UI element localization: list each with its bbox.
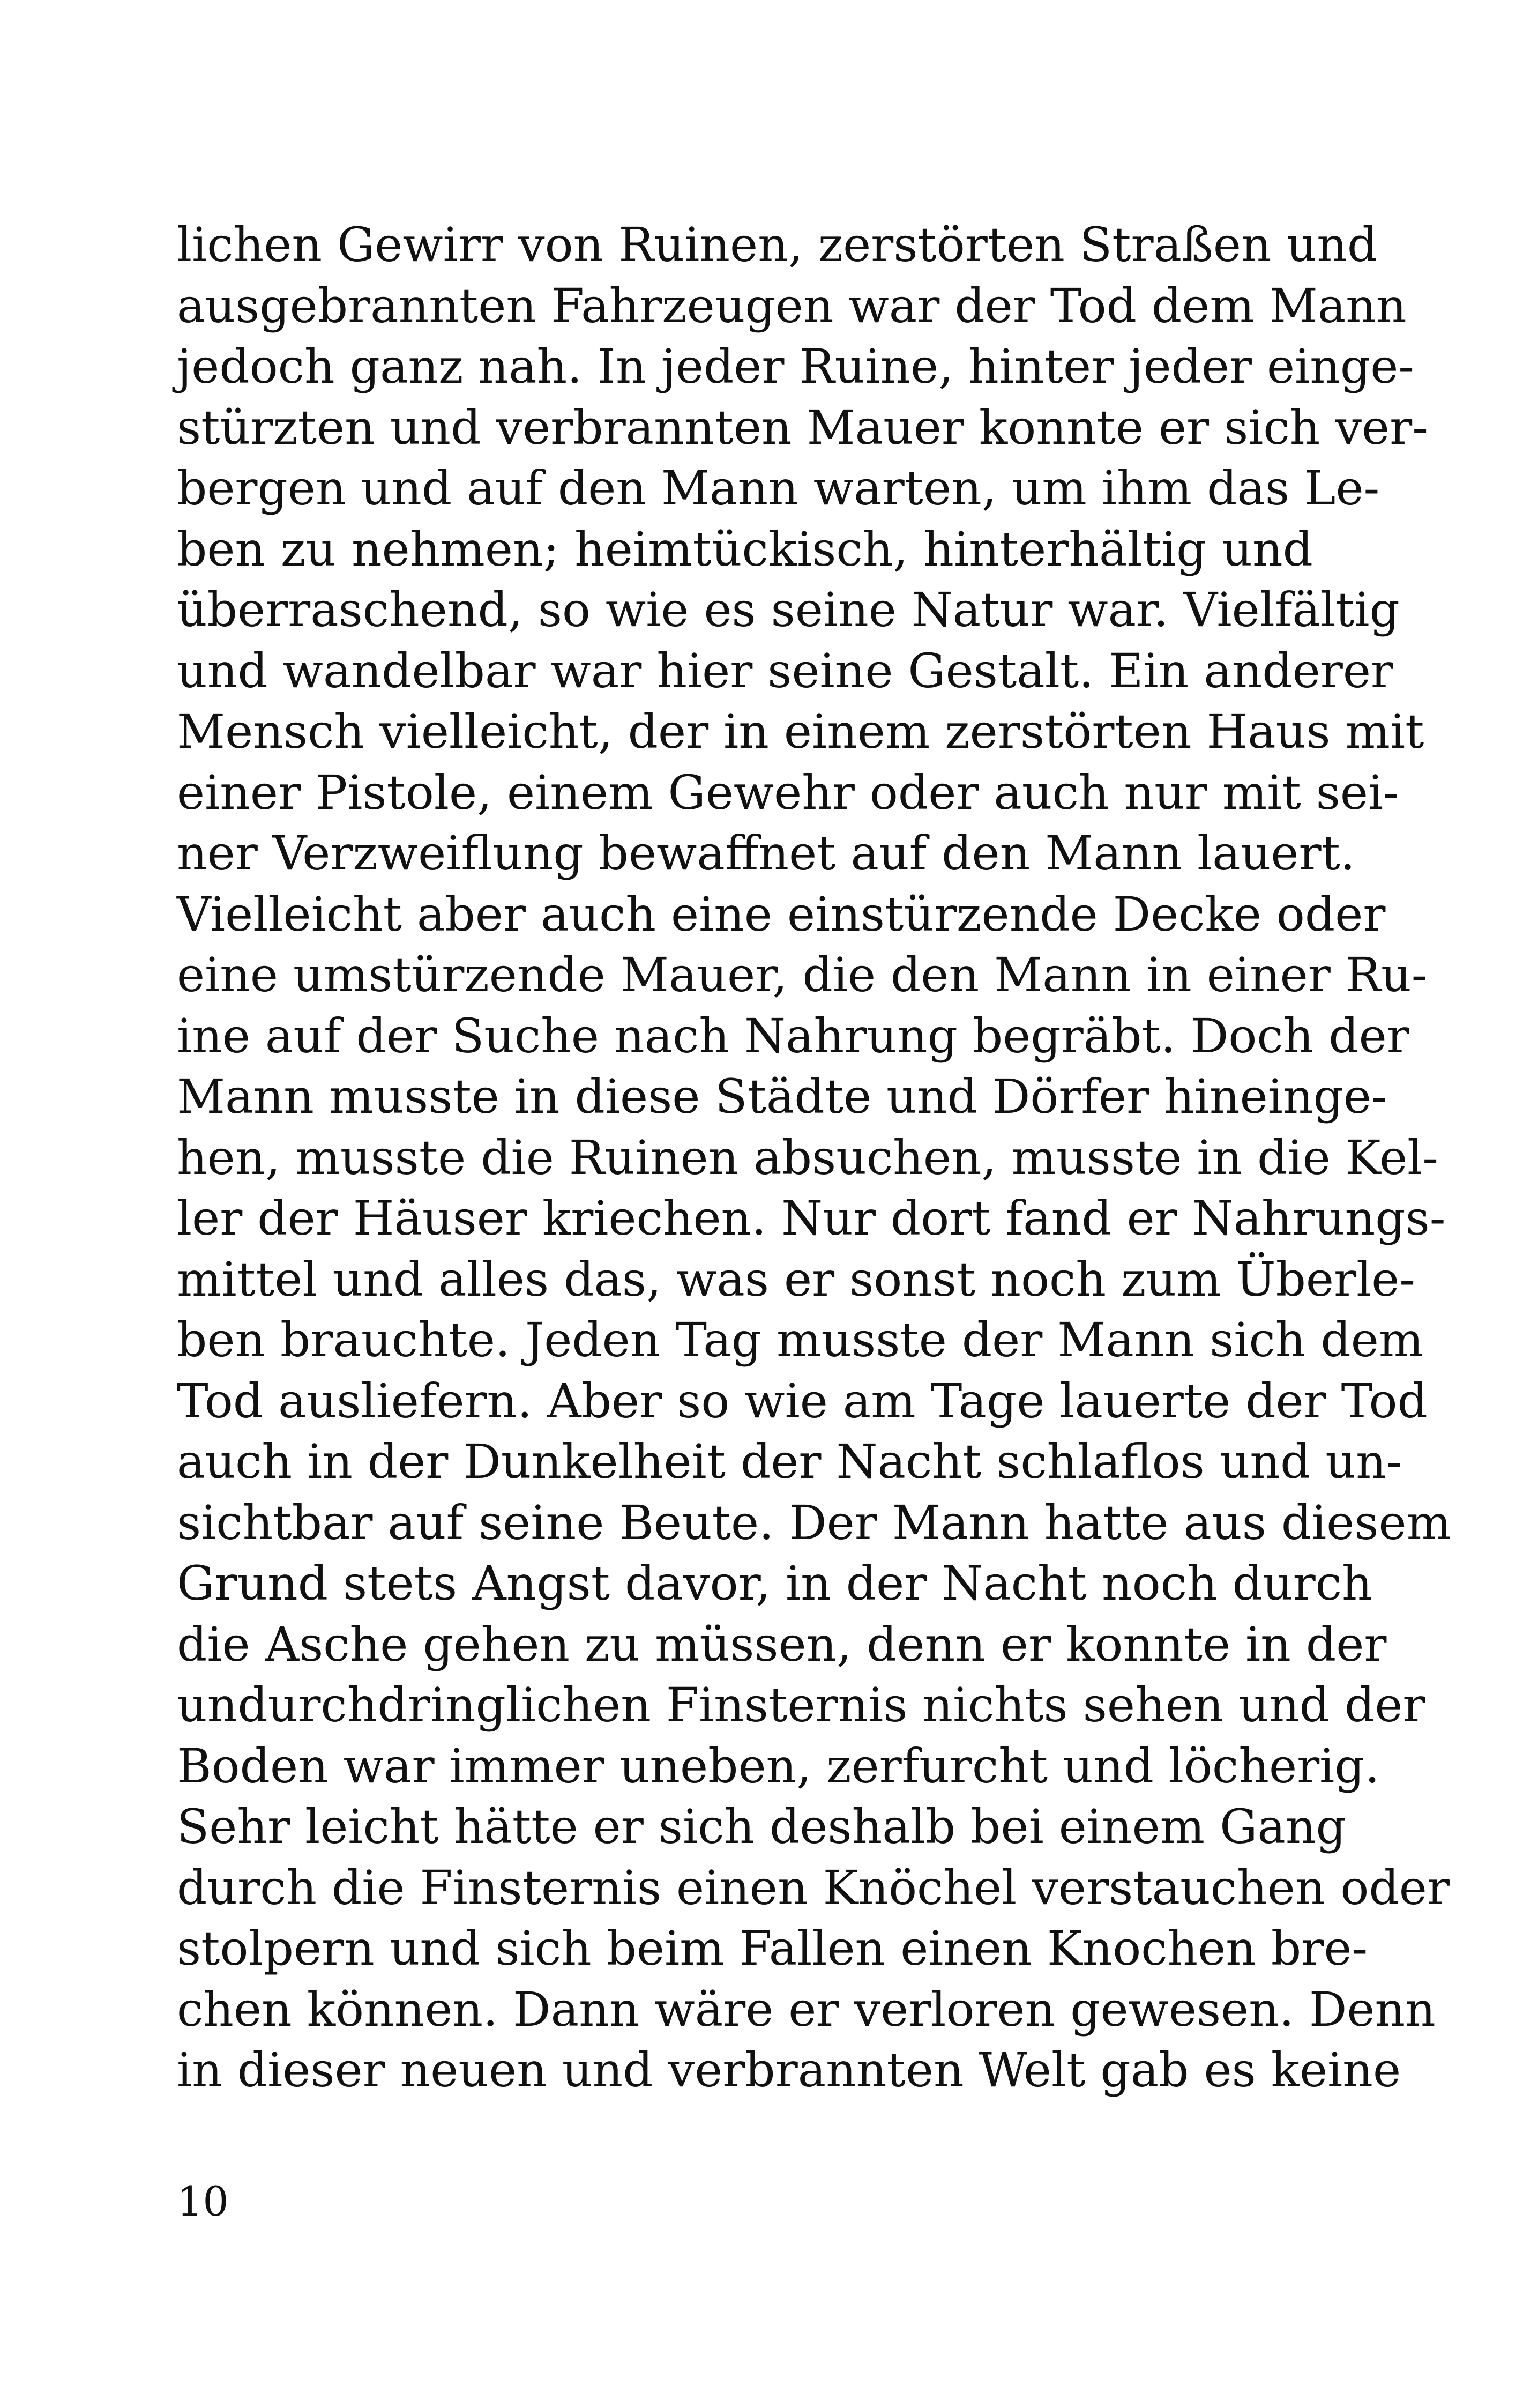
text-line: ben zu nehmen; heimtückisch, hinterhältig und (177, 521, 1313, 577)
text-line: sichtbar auf seine Beute. Der Mann hatte aus diesem (177, 1495, 1452, 1550)
text-line: ler der Häuser kriechen. Nur dort fand er Nahrungs- (177, 1191, 1446, 1246)
text-line: mittel und alles das, was er sonst noch zum Überle- (177, 1251, 1416, 1307)
text-line: durch die Finsternis einen Knöchel verstauchen oder (177, 1860, 1450, 1915)
text-line: hen, musste die Ruinen absuchen, musste in die Kel- (177, 1129, 1439, 1185)
text-line: einer Pistole, einem Gewehr oder auch nur mit sei- (177, 764, 1399, 820)
text-line: undurchdringlichen Finsternis nichts sehen und der (177, 1677, 1425, 1733)
page-number: 10 (177, 2177, 229, 2225)
text-line: ner Verzweiflung bewaffnet auf den Mann lauert. (177, 826, 1355, 881)
text-line: überraschend, so wie es seine Natur war. Vielfältig (177, 582, 1400, 637)
text-line: Grund stets Angst davor, in der Nacht noch durch (177, 1556, 1372, 1611)
text-line: auch in der Dunkelheit der Nacht schlaflos und un- (177, 1434, 1402, 1489)
text-line: Mensch vielleicht, der in einem zerstörten Haus mit (177, 704, 1424, 759)
text-line: bergen und auf den Mann warten, um ihm das Le- (177, 460, 1380, 516)
text-line: ine auf der Suche nach Nahrung begräbt. Doch der (177, 1008, 1409, 1064)
text-line: Mann musste in diese Städte und Dörfer hineinge- (177, 1069, 1387, 1124)
text-line: stolpern und sich beim Fallen einen Knochen bre- (177, 1921, 1368, 1976)
body-text (177, 214, 1452, 2101)
text-line: stürzten und verbrannten Mauer konnte er sich ver- (177, 399, 1428, 455)
text-line: Vielleicht aber auch eine einstürzende Decke oder (177, 886, 1386, 942)
text-line: ben brauchte. Jeden Tag musste der Mann sich dem (177, 1312, 1424, 1367)
text-line: chen können. Dann wäre er verloren gewesen. Denn (177, 1981, 1436, 2037)
text-line: Tod ausliefern. Aber so wie am Tage lauerte der Tod (177, 1373, 1428, 1429)
text-line: die Asche gehen zu müssen, denn er konnte in der (177, 1616, 1387, 1672)
text-line: in dieser neuen und verbrannten Welt gab es keine (177, 2042, 1401, 2098)
text-line: lichen Gewirr von Ruinen, zerstörten Straßen und (177, 217, 1378, 272)
text-line: eine umstürzende Mauer, die den Mann in einer Ru- (177, 947, 1428, 1002)
text-line: jedoch ganz nah. In jeder Ruine, hinter jeder einge- (177, 339, 1415, 394)
text-line: Sehr leicht hätte er sich deshalb bei einem Gang (177, 1799, 1346, 1854)
text-line: ausgebrannten Fahrzeugen war der Tod dem Mann (177, 278, 1407, 333)
text-line: Boden war immer uneben, zerfurcht und löcherig. (177, 1738, 1380, 1794)
text-line: und wandelbar war hier seine Gestalt. Ein anderer (177, 643, 1393, 698)
